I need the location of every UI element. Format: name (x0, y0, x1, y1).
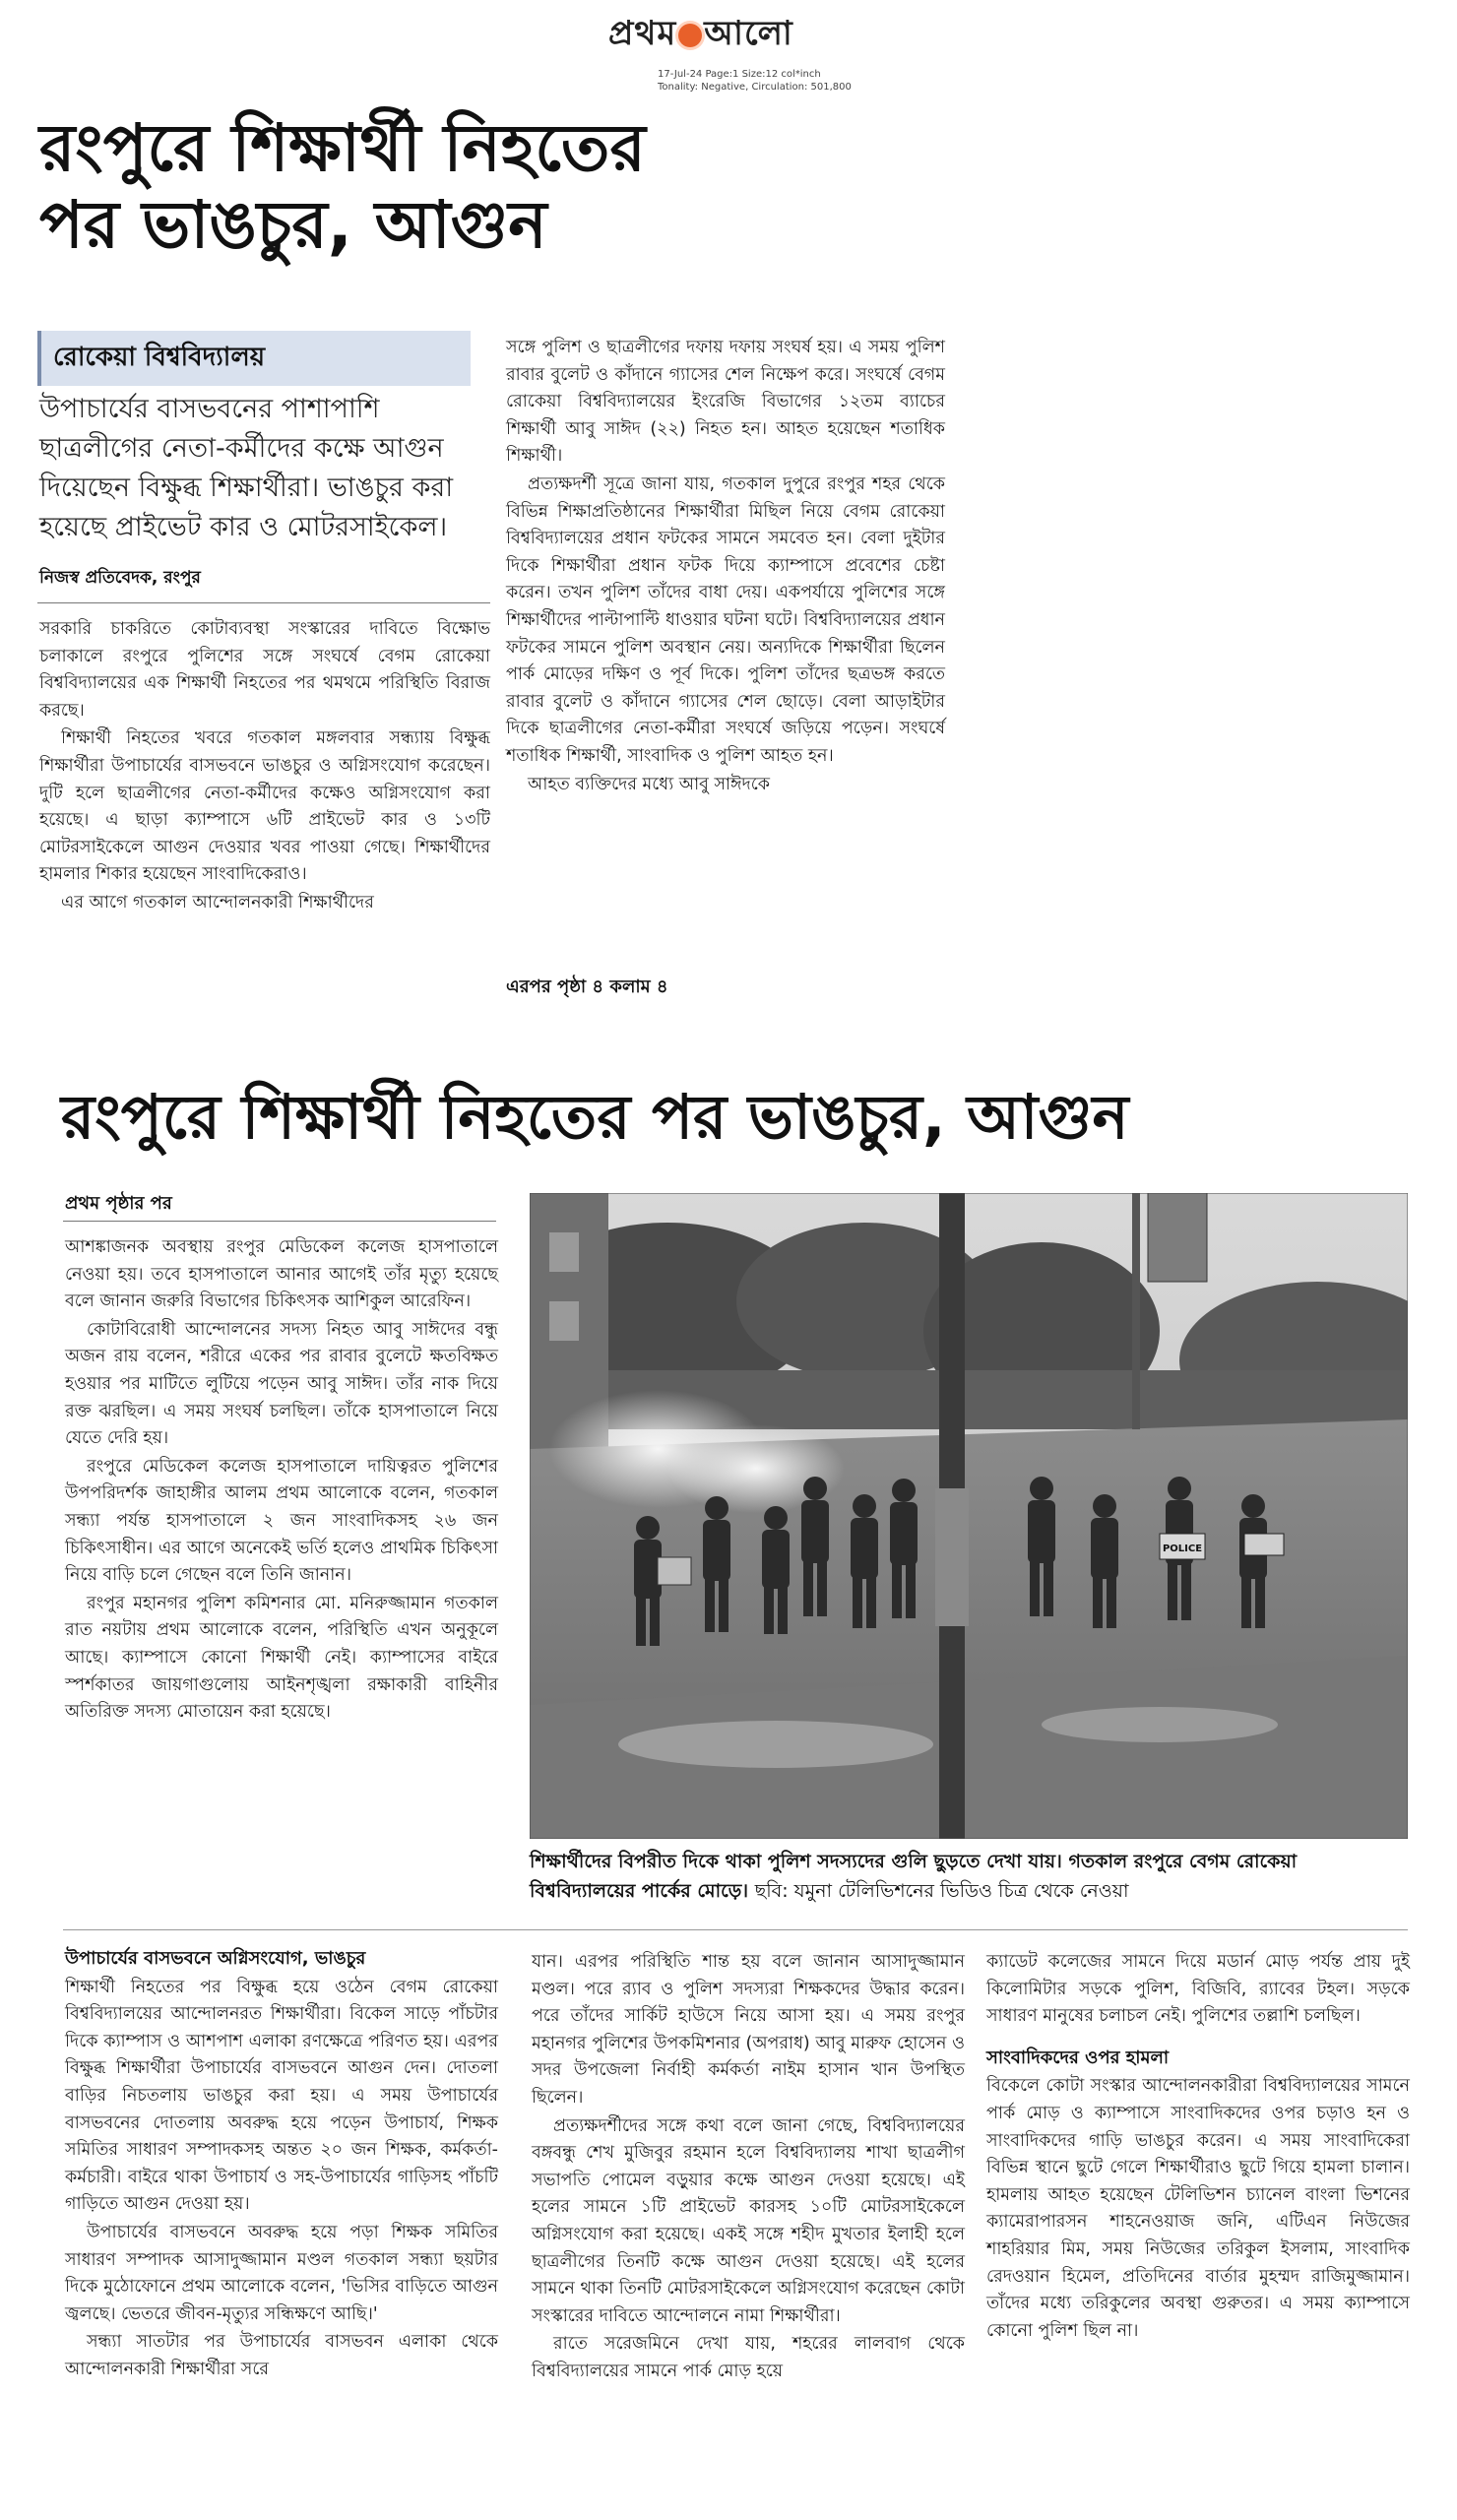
continued-column-c (986, 1949, 1410, 2346)
front-headline-line-1: রংপুরে শিক্ষার্থী নিহতের (39, 110, 646, 186)
from-label-divider (63, 1221, 496, 1222)
subhead-journalists-attacked: সাংবাদিকদের ওপর হামলা (986, 2047, 1170, 2068)
jump-line: এরপর পৃষ্ঠা ৪ কলাম ৪ (506, 976, 668, 997)
street-clash-image (530, 1193, 1408, 1839)
paragraph: বিকেলে কোটা সংস্কার আন্দোলনকারীরা বিশ্ববিদ্যালয়ের সামনে পার্ক মোড় ও ক্যাম্পাসে সাংবাদিকদের ওপর চড়াও হন ও সাংবাদিকদের গাড়ি ভাঙচুর করেন। এ সময় সাংবাদিকেরা বিভিন্ন স্থানে ছুটে গেলে শিক্ষার্থীরাও ছুটে গিয়ে হামলা চালান। হামলায় আহত হয়েছেন টেলিভিশন চ্যানেল বাংলা ভিশনের ক্যামেরাপারসন শাহনেওয়াজ জনি, এটিএন নিউজের শাহরিয়ার মিম, সময় নিউজের তরিকুল ইসলাম, সাংবাদিক রেদওয়ান হিমেল, প্রতিদিনের বার্তার মুহম্মদ রাজিমুজ্জামান। তাঁদের মধ্যে তরিকুলের অবস্থা গুরুতর। এ সময় ক্যাম্পাসে কোনো পুলিশ ছিল না। (986, 2076, 1410, 2341)
paragraph: সরকারি চাকরিতে কোটাব্যবস্থা সংস্কারের দাবিতে বিক্ষোভ চলাকালে রংপুরে পুলিশের সঙ্গে সংঘর্ষে বেগম রোকেয়া বিশ্ববিদ্যালয়ের এক শিক্ষার্থী নিহতের পর থমথমে পরিস্থিতি বিরাজ করছে। (39, 619, 490, 721)
continued-left-column (65, 1234, 498, 1728)
continued-from-label: প্রথম পৃষ্ঠার পর (65, 1193, 172, 1214)
front-column-1 (39, 616, 490, 918)
paragraph: সঙ্গে পুলিশ ও ছাত্রলীগের দফায় দফায় সংঘর্ষ হয়। এ সময় পুলিশ রাবার বুলেট ও কাঁদানে গ্যাসের শেল নিক্ষেপ করে। সংঘর্ষে বেগম রোকেয়া বিশ্ববিদ্যালয়ের ইংরেজি বিভাগের ১২তম ব্যাচের শিক্ষার্থী আবু সাঈদ (২২) নিহত হন। আহত হয়েছেন শতাধিক শিক্ষার্থী। (506, 338, 945, 467)
paragraph: সন্ধ্যা সাতটার পর উপাচার্যের বাসভবন এলাকা থেকে আন্দোলনকারী শিক্ষার্থীরা সরে (65, 2332, 498, 2379)
meta-line-1: 17-Jul-24 Page:1 Size:12 col*inch (658, 69, 821, 80)
sun-icon (678, 24, 702, 47)
paragraph: শিক্ষার্থী নিহতের খবরে গতকাল মঙ্গলবার সন্ধ্যায় বিক্ষুব্ধ শিক্ষার্থীরা উপাচার্যের বাসভবনে ভাঙচুর ও অগ্নিসংযোগ করেছেন। দুটি হলে ছাত্রলীগের নেতা-কর্মীদের কক্ষেও অগ্নিসংযোগ করা হয়েছে। এ ছাড়া ক্যাম্পাসে ৬টি প্রাইভেট কার ও ১৩টি মোটরসাইকেলে আগুন দেওয়ার খবর পাওয়া গেছে। শিক্ষার্থীদের হামলার শিকার হয়েছেন সাংবাদিকেরাও। (39, 728, 490, 885)
front-headline (39, 110, 925, 264)
paragraph: উপাচার্যের বাসভবনে অবরুদ্ধ হয়ে পড়া শিক্ষক সমিতির সাধারণ সম্পাদক আসাদুজ্জামান মণ্ডল গতকাল সন্ধ্যা ছয়টার দিকে মুঠোফোনে প্রথম আলোকে বলেন, 'ভিসির বাড়িতে আগুন জ্বলছে। ভেতরে জীবন-মৃত্যুর সন্ধিক্ষণে আছি।' (65, 2222, 498, 2324)
paragraph: এর আগে গতকাল আন্দোলনকারী শিক্ষার্থীদের (61, 892, 374, 913)
newspaper-logo (608, 8, 852, 64)
police-shield-sign: POLICE (1162, 1544, 1203, 1554)
front-headline-line-2: পর ভাঙচুর, আগুন (39, 186, 547, 263)
paragraph: প্রত্যক্ষদর্শীদের সঙ্গে কথা বলে জানা গেছে, বিশ্ববিদ্যালয়ের বঙ্গবন্ধু শেখ মুজিবুর রহমান হলে বিশ্ববিদ্যালয় শাখা ছাত্রলীগ সভাপতি পোমেল বড়ুয়ার কক্ষে আগুন দেওয়া হয়েছে। এই হলের সামনে ১টি প্রাইভেট কারসহ ১০টি মোটরসাইকেলে অগ্নিসংযোগ করা হয়েছে। একই সঙ্গে শহীদ মুখতার ইলাহী হলে ছাত্রলীগের তিনটি কক্ষে আগুন দেওয়া হয়েছে। এই হলের সামনে থাকা তিনটি মোটরসাইকেলে অগ্নিসংযোগ করেছেন কোটা সংস্কারের দাবিতে আন্দোলনে নামা শিক্ষার্থীরা। (532, 2115, 965, 2326)
photo-credit: ছবি: যমুনা টেলিভিশনের ভিডিও চিত্র থেকে নেওয়া (754, 1880, 1129, 1902)
continued-column-a (65, 1941, 498, 2385)
continued-column-b (532, 1949, 965, 2387)
clipping-meta (658, 68, 852, 94)
masthead (608, 8, 852, 94)
section-divider (63, 1929, 1408, 1930)
logo-left-text: প্রথম (608, 14, 677, 53)
byline: নিজস্ব প্রতিবেদক, রংপুর (39, 568, 201, 588)
paragraph: প্রত্যক্ষদর্শী সূত্রে জানা যায়, গতকাল দুপুরে রংপুর শহর থেকে বিভিন্ন শিক্ষাপ্রতিষ্ঠানের শিক্ষার্থীরা মিছিল নিয়ে বেগম রোকেয়া বিশ্ববিদ্যালয়ের প্রধান ফটকের সামনে সমবেত হন। বেলা দুইটার দিকে শিক্ষার্থীরা প্রধান ফটক দিয়ে ক্যাম্পাসে প্রবেশের চেষ্টা করেন। তখন পুলিশ তাঁদের বাধা দেয়। একপর্যায়ে পুলিশের সঙ্গে শিক্ষার্থীদের পাল্টাপাল্টি ধাওয়ার ঘটনা ঘটে। বিশ্ববিদ্যালয়ের প্রধান ফটকের সামনে পুলিশ অবস্থান নেয়। অন্যদিকে শিক্ষার্থীরা ছিলেন পার্ক মোড়ের দক্ষিণ ও পূর্ব দিকে। পুলিশ তাঁদের ছত্রভঙ্গ করতে রাবার বুলেট ও কাঁদানে গ্যাসের শেল ছোড়ে। বেলা আড়াইটার দিকে ছাত্রলীগের নেতা-কর্মীরা সংঘর্ষে জড়িয়ে পড়েন। সংঘর্ষে শতাধিক শিক্ষার্থী, সাংবাদিক ও পুলিশ আহত হন। (506, 473, 945, 766)
paragraph: আশঙ্কাজনক অবস্থায় রংপুর মেডিকেল কলেজ হাসপাতালে নেওয়া হয়। তবে হাসপাতালে আনার আগেই তাঁর মৃত্যু হয়েছে বলে জানান জরুরি বিভাগের চিকিৎসক আশিকুল আরেফিন। (65, 1237, 498, 1312)
continued-headline: রংপুরে শিক্ষার্থী নিহতের পর ভাঙচুর, আগুন (61, 1081, 1129, 1153)
paragraph: আহত ব্যক্তিদের মধ্যে আবু সাঈদকে (528, 774, 770, 794)
caption-text: শিক্ষার্থীদের বিপরীত দিকে থাকা পুলিশ সদস্যদের গুলি ছুড়তে দেখা যায়। গতকাল রংপুরে বেগম রোকেয়া বিশ্ববিদ্যালয়ের পার্কের মোড়ে। (530, 1851, 1298, 1902)
front-column-2 (506, 335, 945, 799)
paragraph: রাতে সরেজমিনে দেখা যায়, শহরের লালবাগ থেকে বিশ্ববিদ্যালয়ের সামনে পার্ক মোড় হয়ে (532, 2334, 965, 2381)
paragraph: ক্যাডেট কলেজের সামনে দিয়ে মডার্ন মোড় পর্যন্ত প্রায় দুই কিলোমিটার সড়কে পুলিশ, বিজিবি, র‍্যাবের টহল। সড়কে সাধারণ মানুষের চলাচল নেই। পুলিশের তল্লাশি চলছিল। (986, 1952, 1410, 2027)
front-intro: উপাচার্যের বাসভবনের পাশাপাশি ছাত্রলীগের নেতা-কর্মীদের কক্ষে আগুন দিয়েছেন বিক্ষুব্ধ শিক্ষার্থীরা। ভাঙচুর করা হয়েছে প্রাইভেট কার ও মোটরসাইকেল। (39, 394, 454, 542)
photo-caption (530, 1847, 1408, 1906)
paragraph: যান। এরপর পরিস্থিতি শান্ত হয় বলে জানান আসাদুজ্জামান মণ্ডল। পরে র‍্যাব ও পুলিশ সদস্যরা শিক্ষকদের উদ্ধার করেন। পরে তাঁদের সার্কিট হাউসে নিয়ে আসা হয়। এ সময় রংপুর মহানগর পুলিশের উপকমিশনার (অপরাধ) আবু মারুফ হোসেন ও সদর উপজেলা নির্বাহী কর্মকর্তা নাইম হাসান খান উপস্থিত ছিলেন। (532, 1952, 965, 2108)
paragraph: কোটাবিরোধী আন্দোলনের সদস্য নিহত আবু সাঈদের বন্ধু অজন রায় বলেন, শরীরে একের পর রাবার বুলেটে ক্ষতবিক্ষত হওয়ার পর মাটিতে লুটিয়ে পড়েন আবু সাঈদ। তাঁর নাক দিয়ে রক্ত ঝরছিল। এ সময় সংঘর্ষ চলছিল। তাঁকে হাসপাতালে নিয়ে যেতে দেরি হয়। (65, 1319, 498, 1449)
subhead-vc-residence: উপাচার্যের বাসভবনে অগ্নিসংযোগ, ভাঙচুর (65, 1948, 366, 1969)
paragraph: শিক্ষার্থী নিহতের পর বিক্ষুব্ধ হয়ে ওঠেন বেগম রোকেয়া বিশ্ববিদ্যালয়ের আন্দোলনরত শিক্ষার্থীরা। বিকেল সাড়ে পাঁচটার দিকে ক্যাম্পাস ও আশপাশ এলাকা রণক্ষেত্রে পরিণত হয়। এরপর বিক্ষুব্ধ শিক্ষার্থীরা উপাচার্যের বাসভবনে আগুন দেন। দোতলা বাড়ির নিচতলায় ভাঙচুর করা হয়। এ সময় উপাচার্যের বাসভবনের দোতলায় অবরুদ্ধ হয়ে পড়েন উপাচার্য, শিক্ষক সমিতির সাধারণ সম্পাদকসহ অন্তত ২০ জন শিক্ষক, কর্মকর্তা-কর্মচারী। বাইরে থাকা উপাচার্য ও সহ-উপাচার্যের গাড়িসহ পাঁচটি গাড়িতে আগুন দেওয়া হয়। (65, 1977, 498, 2215)
meta-line-2: Tonality: Negative, Circulation: 501,800 (658, 82, 852, 93)
kicker-label: রোকেয়া বিশ্ববিদ্যালয় (37, 331, 471, 386)
paragraph: রংপুরে মেডিকেল কলেজ হাসপাতালে দায়িত্বরত পুলিশের উপপরিদর্শক জাহাঙ্গীর আলম প্রথম আলোকে বলেন, গতকাল সন্ধ্যা পর্যন্ত হাসপাতালে ২ জন সাংবাদিকসহ ২৬ জন চিকিৎসাধীন। এর আগে অনেকেই ভর্তি হলেও প্রাথমিক চিকিৎসা নিয়ে বাড়ি চলে গেছেন বলে তিনি জানান। (65, 1456, 498, 1586)
logo-right-text: আলো (704, 14, 793, 53)
paragraph: রংপুর মহানগর পুলিশ কমিশনার মো. মনিরুজ্জামান গতকাল রাত নয়টায় প্রথম আলোকে বলেন, পরিস্থিতি এখন অনুকূলে আছে। ক্যাম্পাসে কোনো শিক্ষার্থী নেই। ক্যাম্পাসের বাইরে স্পর্শকাতর জায়গাগুলোয় আইনশৃঙ্খলা রক্ষাকারী বাহিনীর অতিরিক্ত সদস্য মোতায়েন করা হয়েছে। (65, 1593, 498, 1723)
byline-divider (37, 602, 490, 603)
news-photo (530, 1193, 1408, 1839)
